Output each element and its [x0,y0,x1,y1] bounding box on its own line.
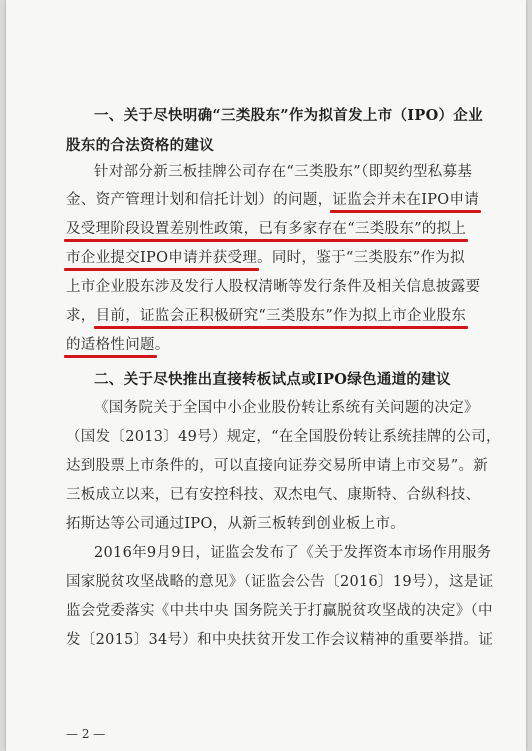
para2-line-4: 三板成立以来，已有安控科技、双杰电气、康斯特、合纵科技、 [66,487,481,503]
para1-line-4-text: 。同时，鉴于“三类股东”作为拟 [257,250,465,266]
page-number: — 2 — [66,727,106,741]
heading-2: 二、关于尽快推出直接转板试点或IPO绿色通道的建议 [94,371,451,388]
para2-line-5: 拓斯达等公司通过IPO，从新三板转到创业板上市。 [66,516,406,532]
para3-line-4: 发〔2015〕34号）和中央扶贫开发工作会议精神的重要举措。证 [66,632,494,648]
para1-line-6 [66,306,466,326]
para3-line-3: 监会党委落实《中共中央 国务院关于打赢脱贫攻坚战的决定》（中 [66,603,493,619]
para2-line-1: 《国务院关于全国中小企业股份转让系统有关问题的决定》 [94,400,479,416]
para3-line-2: 国家脱贫攻坚战略的意见》（证监会公告〔2016〕19号），这是证 [66,574,494,590]
highlight-underline: 及受理阶段设置差别性政策，已有多家存在“三类股东”的拟上 [66,221,467,237]
document-page [6,0,526,751]
para1-line-6-text: 求， [66,308,96,324]
para1-line-2-text: 金、资产管理计划和信托计划）的问题， [66,192,333,208]
highlight-underline: 市企业提交IPO申请并获受理 [66,250,258,266]
para2-line-2: （国发〔2013〕49号）规定，“在全国股份转让系统挂牌的公司， [66,429,501,445]
para1-line-3 [66,219,466,239]
para2-line-3: 达到股票上市条件的，可以直接向证券交易所申请上市交易”。新 [66,458,489,474]
para1-line-1: 针对部分新三板挂牌公司存在“三类股东”（即契约型私募基 [94,164,473,180]
highlight-underline: 证监会并未在IPO申请 [332,192,480,208]
para1-line-7-text: 。 [154,337,170,353]
highlight-underline: 的适格性问题 [66,337,155,353]
para1-line-7 [66,335,170,355]
highlight-underline: 目前，证监会正积极研究“三类股东”作为拟上市企业股东 [95,308,467,324]
heading-1-line-2: 股东的合法资格的建议 [66,137,214,154]
para1-line-5: 上市企业股东涉及发行人股权清晰等发行条件及相关信息披露要 [66,279,481,295]
para1-line-4 [66,248,465,268]
para1-line-2 [66,190,479,210]
heading-1-line-1: 一、关于尽快明确“三类股东”作为拟首发上市（IPO）企业 [94,107,483,124]
para3-line-1: 2016年9月9日，证监会发布了《关于发挥资本市场作用服务 [94,545,492,561]
